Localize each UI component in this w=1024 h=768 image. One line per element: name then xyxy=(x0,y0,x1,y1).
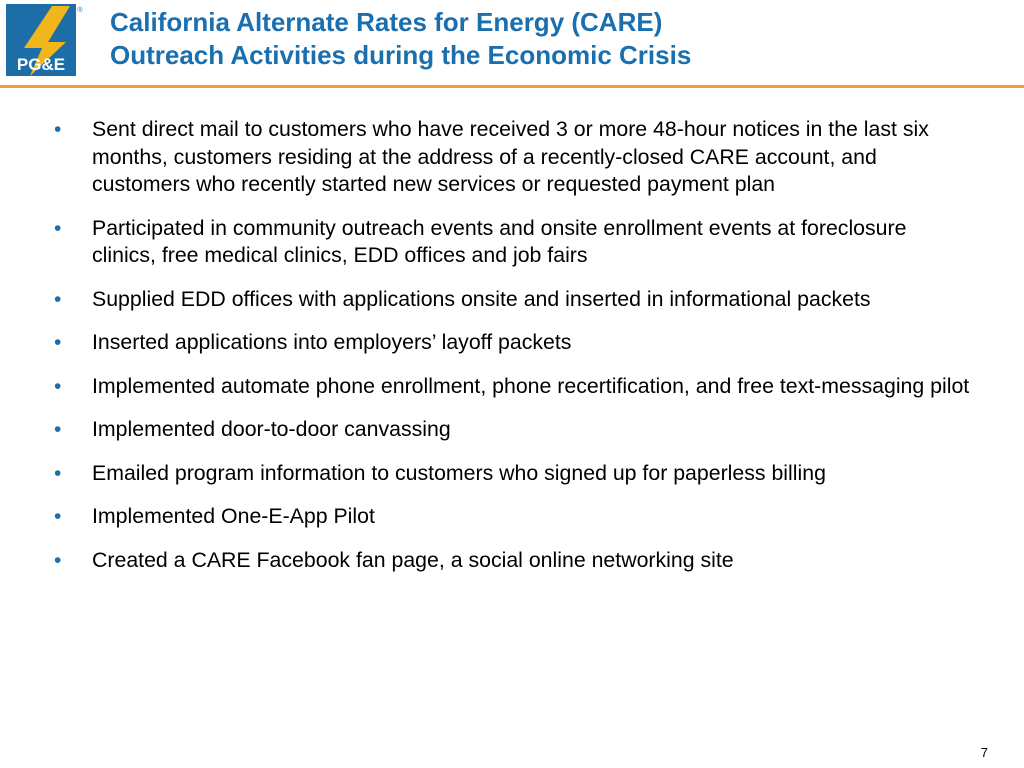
bullet-text: Emailed program information to customers who signed up for paperless billing xyxy=(92,460,826,485)
slide-title-line-1: California Alternate Rates for Energy (CARE) xyxy=(110,7,663,37)
bullet-text: Created a CARE Facebook fan page, a social online networking site xyxy=(92,547,734,572)
bullet-item xyxy=(54,416,974,444)
bullet-item xyxy=(54,373,974,401)
bullet-text: Inserted applications into employers’ layoff packets xyxy=(92,330,572,354)
bullet-text: Participated in community outreach events and onsite enrollment events at foreclosure clinics, free medical clinics, EDD offices and job fairs xyxy=(92,215,907,267)
bullet-text: Sent direct mail to customers who have received 3 or more 48-hour notices in the last six months, customers residing at the address of a recently-closed CARE account, and customers who recently started new services or requested payment plan xyxy=(92,117,929,196)
slide-title xyxy=(110,6,1010,72)
bullet-icon: • xyxy=(54,216,62,240)
bullet-item xyxy=(54,116,974,199)
page-number: 7 xyxy=(980,745,988,760)
bullet-icon: • xyxy=(54,374,62,398)
bullet-item xyxy=(54,460,974,488)
bullet-icon: • xyxy=(54,287,62,311)
bullet-icon: • xyxy=(54,418,62,441)
pge-logo xyxy=(6,4,84,80)
bullet-icon: • xyxy=(54,118,62,141)
bullet-item xyxy=(54,547,974,575)
logo-text: PG&E xyxy=(16,55,66,74)
slide-title-line-2: Outreach Activities during the Economic Crisis xyxy=(110,40,692,70)
bullet-text: Supplied EDD offices with applications onsite and inserted in informational packets xyxy=(92,286,871,311)
bullet-text: Implemented automate phone enrollment, phone recertification, and free text-messaging pilot xyxy=(92,373,970,398)
bullet-icon: • xyxy=(54,331,62,354)
logo-registered-mark: ® xyxy=(77,7,83,14)
bullet-icon: • xyxy=(54,505,62,528)
bullet-item xyxy=(54,286,974,314)
bullet-text: Implemented One-E-App Pilot xyxy=(92,504,375,528)
bullet-item xyxy=(54,215,974,270)
bullet-item xyxy=(54,503,974,531)
header-divider xyxy=(0,85,1024,88)
bullet-item xyxy=(54,329,974,357)
bullet-icon: • xyxy=(54,548,62,572)
bullet-icon: • xyxy=(54,461,62,485)
bullet-text: Implemented door-to-door canvassing xyxy=(92,417,451,441)
bullet-list xyxy=(54,116,974,590)
